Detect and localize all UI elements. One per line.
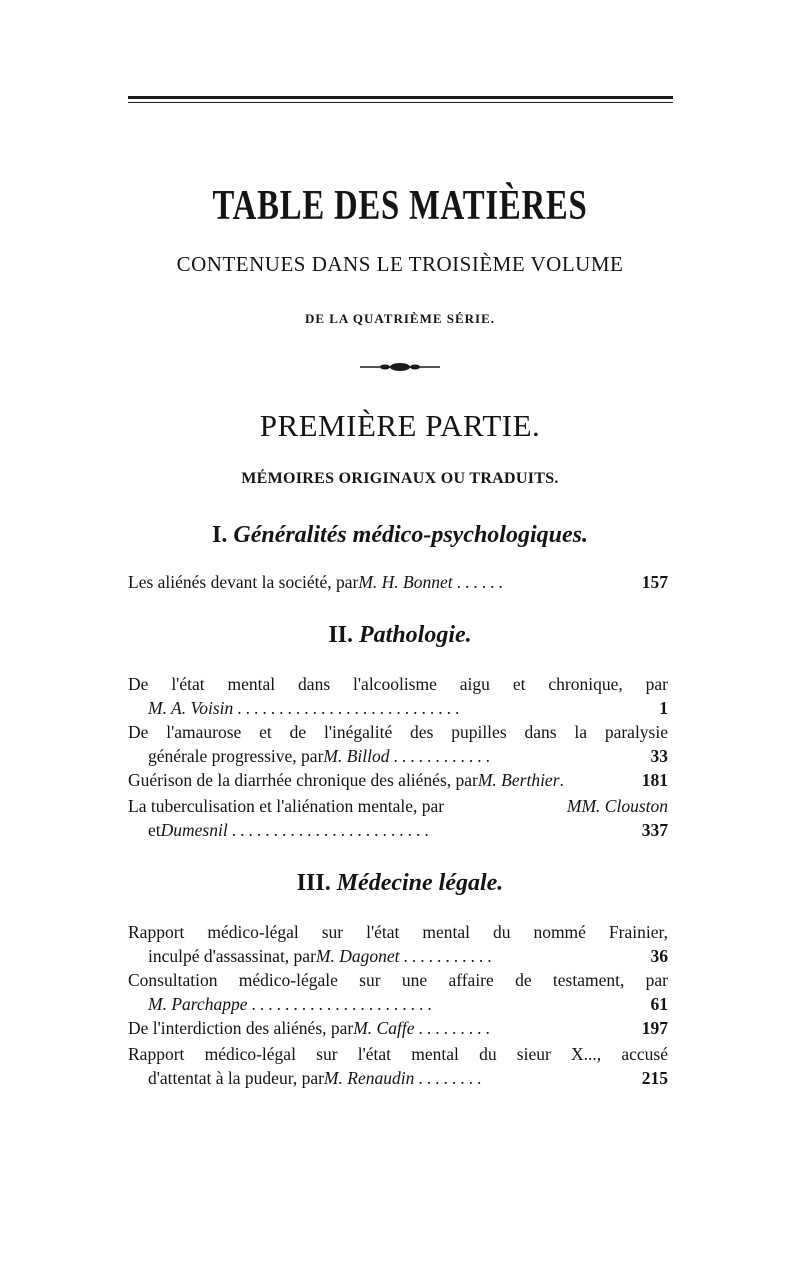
toc-entry[interactable] <box>128 720 668 768</box>
entry-title-cont: générale progressive, par <box>148 746 324 766</box>
entry-title: De l'interdiction des aliénés, par <box>128 1018 354 1038</box>
section-heading-1 <box>0 522 800 549</box>
toc-entry[interactable] <box>128 1016 668 1040</box>
entry-title: Guérison de la diarrhée chronique des aliénés, par <box>128 770 478 790</box>
leader-dots: ........... <box>403 946 496 966</box>
entry-author: M. Parchappe <box>148 994 248 1014</box>
leader-dots: ........................ <box>231 820 433 840</box>
entry-title: Consultation médico-légale sur une affaire de testament, par <box>128 970 668 990</box>
entry-author: M. Billod <box>323 746 390 766</box>
leader-dots: ........ <box>418 1068 486 1088</box>
leader-dots: . <box>559 770 564 790</box>
ornament-divider-icon <box>355 360 445 374</box>
entry-author: Dumesnil <box>160 820 228 840</box>
page-subtitle: CONTENUES DANS LE TROISIÈME VOLUME <box>176 252 624 276</box>
entry-author: M. A. Voisin <box>148 698 234 718</box>
toc-entry[interactable] <box>128 1042 668 1090</box>
section-name: Médecine légale. <box>336 870 504 896</box>
page-number: 61 <box>650 994 668 1014</box>
entry-title: De l'état mental dans l'alcoolisme aigu et chronique, par <box>128 674 668 694</box>
leader-dots: ............ <box>393 746 495 766</box>
section-number: III. <box>296 870 331 896</box>
top-double-rule <box>128 96 673 103</box>
entry-author: M. H. Bonnet <box>358 572 453 592</box>
leader-dots: ...................... <box>251 994 436 1014</box>
page-title: TABLE DES MATIÈRES <box>212 183 588 229</box>
entry-title: La tuberculisation et l'aliénation mentale, par <box>128 796 445 816</box>
page-number: 157 <box>641 572 668 592</box>
page-number: 1 <box>659 698 668 718</box>
section-heading-3 <box>0 870 800 897</box>
entry-title-cont: d'attentat à la pudeur, par <box>148 1068 324 1088</box>
entry-author: M. Dagonet <box>315 946 400 966</box>
leader-dots: ......... <box>418 1018 494 1038</box>
leader-dots: ........................... <box>237 698 464 718</box>
page-number: 197 <box>641 1018 668 1038</box>
part-subtitle: MÉMOIRES ORIGINAUX OU TRADUITS. <box>241 470 559 487</box>
entry-title: Les aliénés devant la société, par <box>128 572 359 592</box>
toc-entry[interactable] <box>128 920 668 968</box>
section-name: Pathologie. <box>359 622 472 648</box>
toc-entry[interactable] <box>128 794 668 842</box>
page-number: 36 <box>650 946 668 966</box>
section-number: I. <box>212 522 228 548</box>
entry-author: M. Berthier <box>477 770 560 790</box>
entry-title-cont: et <box>148 820 161 840</box>
section-number: II. <box>328 622 353 648</box>
toc-entry[interactable] <box>128 768 668 792</box>
page-number: 33 <box>650 746 668 766</box>
part-title: PREMIÈRE PARTIE. <box>259 408 541 443</box>
toc-entry[interactable] <box>128 570 668 594</box>
entry-title-cont: inculpé d'assassinat, par <box>148 946 316 966</box>
entry-title: Rapport médico-légal sur l'état mental du sieur X..., accusé <box>128 1044 668 1064</box>
entry-author: M. Renaudin <box>323 1068 415 1088</box>
series-subtitle: DE LA QUATRIÈME SÉRIE. <box>304 311 496 326</box>
page-number: 181 <box>641 770 668 790</box>
entry-title: Rapport médico-légal sur l'état mental du nommé Frainier, <box>128 922 668 942</box>
page-number: 215 <box>641 1068 668 1088</box>
toc-entry[interactable] <box>128 968 668 1016</box>
entry-author: M. Caffe <box>353 1018 415 1038</box>
section-name: Généralités médico-psychologiques. <box>233 522 588 548</box>
section-heading-2 <box>0 622 800 649</box>
entry-title: De l'amaurose et de l'inégalité des pupilles dans la paralysie <box>128 722 668 742</box>
toc-entry[interactable] <box>128 672 668 720</box>
leader-dots: ...... <box>456 572 507 592</box>
page-number: 337 <box>641 820 668 840</box>
entry-author: MM. Clouston <box>566 796 668 816</box>
